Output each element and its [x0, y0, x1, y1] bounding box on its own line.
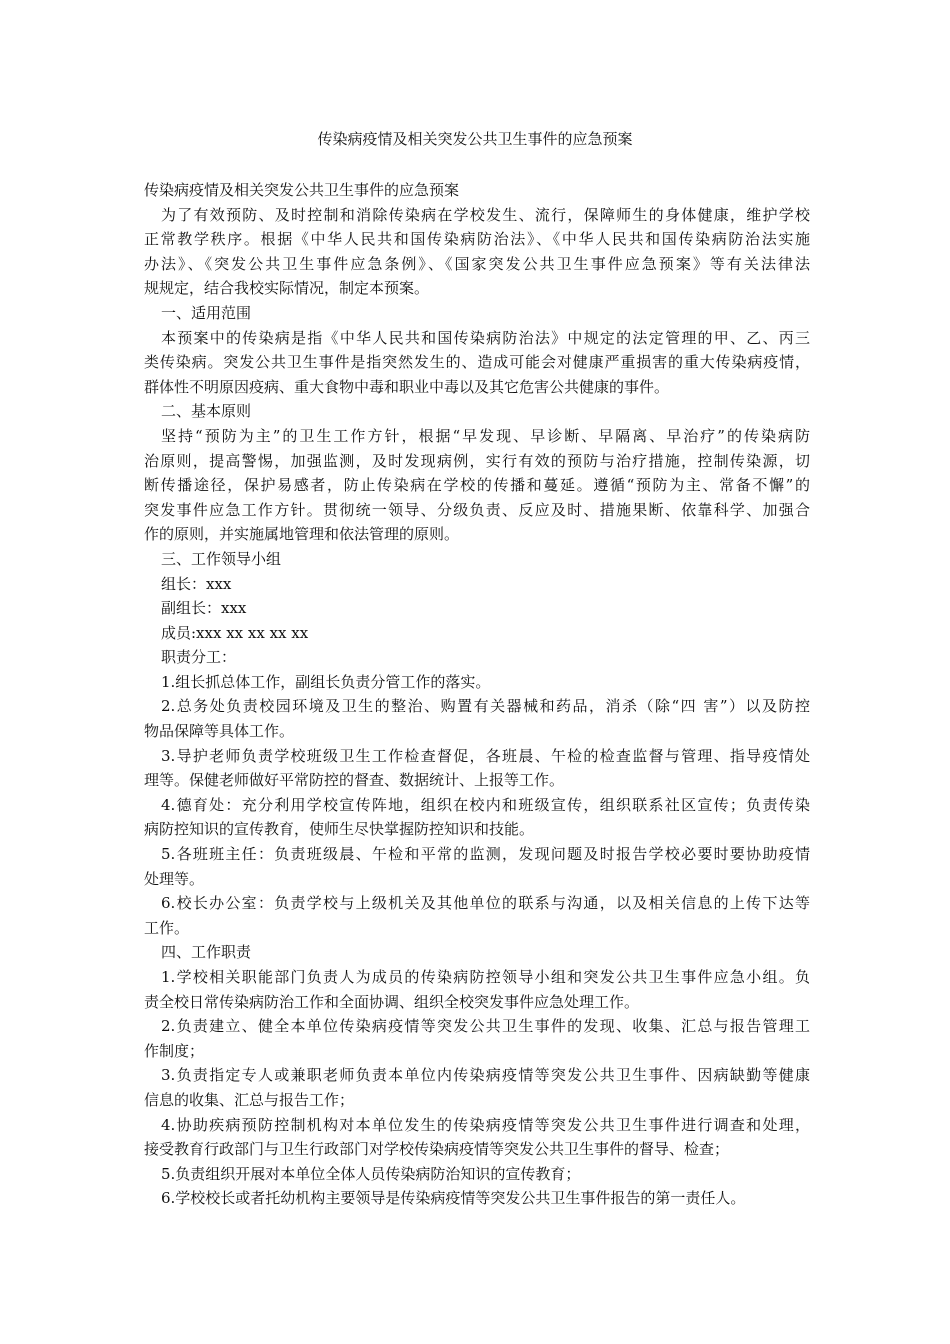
text-line: 四、工作职责 — [161, 943, 252, 962]
text-line: 处理等。 — [144, 869, 205, 888]
text-line: 规规定，结合我校实际情况，制定本预案。 — [144, 279, 430, 298]
text-line: 正常教学秩序。根据《中华人民共和国传染病防治法》、《中华人民共和国传染病防治法实施 — [144, 230, 810, 249]
text-line: 群体性不明原因疫病、重大食物中毒和职业中毒以及其它危害公共健康的事件。 — [144, 377, 670, 396]
text-line: 6.校长办公室：负责学校与上级机关及其他单位的联系与沟通，以及相关信息的上传下达等 — [161, 894, 810, 913]
text-line: 断传播途径，保护易感者，防止传染病在学校的传播和蔓延。遵循“预防为主、常备不懈”的 — [144, 476, 810, 495]
text-line: 成员:xxx xx xx xx xx — [161, 623, 309, 642]
text-line: 治原则，提高警惕，加强监测，及时发现病例，实行有效的预防与治疗措施，控制传染源，切 — [144, 451, 810, 470]
text-line: 传染病疫情及相关突发公共卫生事件的应急预案 — [144, 181, 460, 199]
text-line: 突发事件应急工作方针。贯彻统一领导、分级负责、反应及时、措施果断、依靠科学、加强合 — [144, 500, 810, 519]
document-title: 传染病疫情及相关突发公共卫生事件的应急预案 — [317, 130, 633, 148]
text-line: 组长：xxx — [161, 574, 232, 593]
document-body — [144, 178, 810, 1211]
text-line: 办法》、《突发公共卫生事件应急条例》、《国家突发公共卫生事件应急预案》等有关法律法 — [144, 254, 810, 273]
text-line: 作的原则，并实施属地管理和依法管理的原则。 — [144, 525, 460, 544]
text-line: 为了有效预防、及时控制和消除传染病在学校发生、流行，保障师生的身体健康，维护学校 — [161, 205, 810, 224]
text-line: 理等。保健老师做好平常防控的督查、数据统计、上报等工作。 — [144, 771, 565, 790]
text-line: 作制度； — [144, 1041, 205, 1060]
text-line: 三、工作领导小组 — [161, 549, 282, 568]
text-line: 职责分工： — [161, 648, 237, 667]
text-line: 3.负责指定专人或兼职老师负责本单位内传染病疫情等突发公共卫生事件、因病缺勤等健康 — [161, 1066, 810, 1085]
text-line: 1.组长抓总体工作，副组长负责分管工作的落实。 — [161, 672, 491, 691]
text-line: 二、基本原则 — [161, 402, 252, 421]
text-line: 工作。 — [144, 918, 190, 937]
text-line: 一、适用范围 — [161, 303, 252, 322]
text-line: 5.负责组织开展对本单位全体人员传染病防治知识的宣传教育； — [161, 1164, 581, 1183]
text-line: 2.负责建立、健全本单位传染病疫情等突发公共卫生事件的发现、收集、汇总与报告管理工 — [161, 1017, 810, 1036]
text-line: 接受教育行政部门与卫生行政部门对学校传染病疫情等突发公共卫生事件的督导、检查； — [144, 1140, 730, 1159]
text-line: 5.各班班主任：负责班级晨、午检和平常的监测，发现问题及时报告学校必要时要协助疫情 — [161, 845, 810, 864]
text-line: 类传染病。突发公共卫生事件是指突然发生的、造成可能会对健康严重损害的重大传染病疫情， — [144, 353, 810, 372]
text-line: 责全校日常传染病防治工作和全面协调、组织全校突发事件应急处理工作。 — [144, 992, 640, 1011]
text-line: 2.总务处负责校园环境及卫生的整治、购置有关器械和药品，消杀（除“四 害”）以及防控 — [161, 697, 810, 716]
text-line: 6.学校校长或者托幼机构主要领导是传染病疫情等突发公共卫生事件报告的第一责任人。 — [161, 1189, 746, 1208]
text-line: 坚持“预防为主”的卫生工作方针，根据“早发现、早诊断、早隔离、早治疗”的传染病防 — [161, 426, 810, 445]
text-line: 物品保障等具体工作。 — [144, 722, 295, 741]
text-line: 本预案中的传染病是指《中华人民共和国传染病防治法》中规定的法定管理的甲、乙、丙三 — [161, 328, 810, 347]
text-line: 病防控知识的宣传教育，使师生尽快掌握防控知识和技能。 — [144, 820, 535, 839]
text-line: 信息的收集、汇总与报告工作； — [144, 1090, 355, 1109]
text-line: 3.导护老师负责学校班级卫生工作检查督促，各班晨、午检的检查监督与管理、指导疫情处 — [161, 746, 810, 765]
text-line: 4.协助疾病预防控制机构对本单位发生的传染病疫情等突发公共卫生事件进行调查和处理， — [161, 1115, 810, 1134]
text-line: 副组长：xxx — [161, 599, 247, 618]
text-line: 4.德育处：充分利用学校宣传阵地，组织在校内和班级宣传，组织联系社区宣传；负责传染 — [161, 795, 810, 814]
text-line: 1.学校相关职能部门负责人为成员的传染病防控领导小组和突发公共卫生事件应急小组。负 — [161, 968, 810, 986]
